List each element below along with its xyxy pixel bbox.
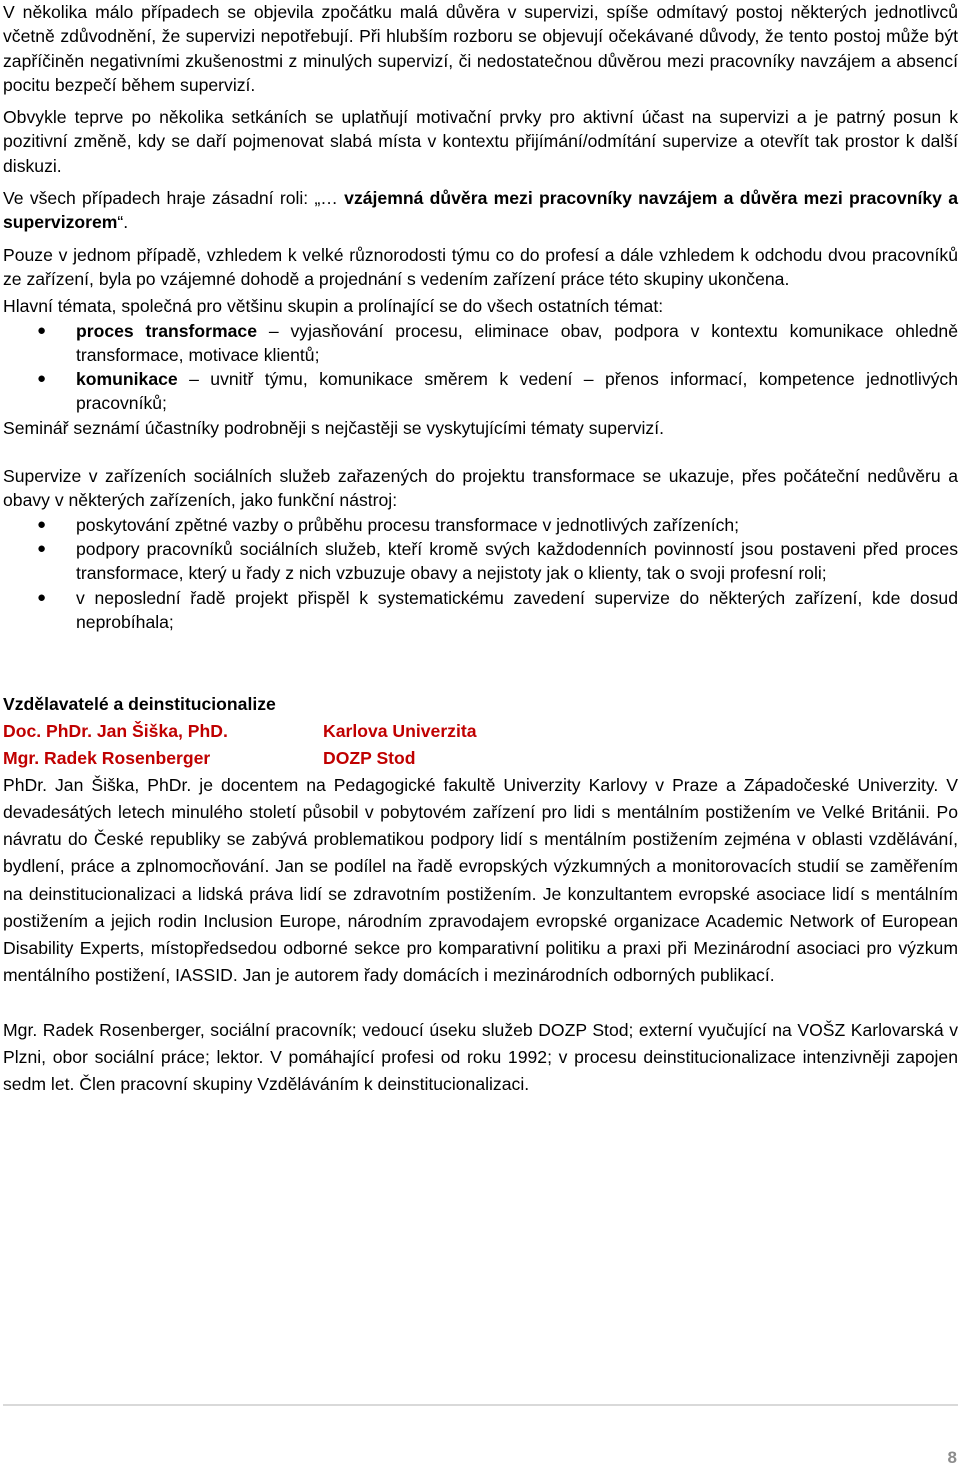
list-item bbox=[3, 537, 958, 586]
author-row bbox=[3, 718, 958, 745]
bullet-icon: ● bbox=[37, 539, 47, 557]
section-title: Vzdělavatelé a deinstitucionalize bbox=[3, 694, 276, 715]
list-item-text: poskytování zpětné vazby o průběhu procesu transformace v jednotlivých zařízeních; bbox=[76, 514, 740, 535]
key-role-prefix: Ve všech případech hraje zásadní roli: „… bbox=[3, 188, 338, 209]
list-item-text: podpory pracovníků sociálních služeb, kteří kromě svých každodenních povinností jsou postaveni před proces transformace, který u řady z nich vzbuzuje obavy a nejistoty jak o klienty, tak o svoji profesní roli; bbox=[76, 538, 958, 584]
list-item bbox=[3, 319, 958, 368]
author-name: Doc. PhDr. Jan Šiška, PhD. bbox=[3, 721, 228, 742]
author-org: DOZP Stod bbox=[323, 748, 416, 769]
paragraph-group-ended: Pouze v jednom případě, vzhledem k velké různorodosti týmu co do profesí a dále vzhledem k odchodu dvou pracovníků ze zařízení, byla po vzájemné dohodě a projednání s vedením zařízení práce této skupiny ukončena. bbox=[3, 244, 958, 289]
list-item-text: – uvnitř týmu, komunikace směrem k vedení – přenos informací, kompetence jednotlivých pracovníků; bbox=[76, 369, 958, 414]
bio-siska: PhDr. Jan Šiška, PhDr. je docentem na Pedagogické fakultě Univerzity Karlovy v Praze a Západočeské Univerzity. V devadesátých letech minulého století působil v pobytovém zařízení pro lidi s mentálním postižením ve Velké Británii. Po návratu do České republiky se zabývá problematikou podpory lidí s mentálním postižením zejména v oblasti vzdělávání, bydlení, práce a zplnomocňování. Jan se podílel na řadě evropských výzkumných a monitorovacích studií se zaměřením na deinstitucionalizaci a lidská práva lidí se zdravotním postižením. Je konzultantem evropské asociace lidí s mentálním postižením a jejich rodin Inclusion Europe, národním zpravodajem evropské organizace Academic Network of European Disability Experts, místopředsedou odborné sekce pro komparativní politiku a praxi při Mezinárodní asociaci pro výzkum mentálního postižení, IASSID. Jan je autorem řady domácích i mezinárodních odborných publikací. bbox=[3, 775, 958, 985]
list-item bbox=[3, 586, 958, 635]
bullet-icon: ● bbox=[37, 370, 47, 388]
themes-list bbox=[3, 319, 958, 416]
list-item-text: – vyjasňování procesu, eliminace obav, podpora v kontextu komunikace ohledně transformace, motivace klientů; bbox=[76, 320, 958, 365]
paragraph-main-themes: Hlavní témata, společná pro většinu skupin a prolínající se do všech ostatních témat: bbox=[3, 296, 664, 317]
key-role-quote: vzájemná důvěra mezi pracovníky navzájem a důvěra mezi pracovníky a supervizorem bbox=[3, 188, 958, 233]
list-item-term: proces transformace bbox=[76, 320, 258, 341]
paragraph-motivation: Obvykle teprve po několika setkáních se uplatňují motivační prvky pro aktivní účast na supervizi a je patrný posun k pozitivní změně, kdy se daří pojmenovat slabá místa v kontextu přijímání/odmítání supervize a otevřít tak prostor k další diskuzi. bbox=[3, 107, 958, 176]
list-item-text: v neposlední řadě projekt přispěl k systematickému zavedení supervize do některých zařízení, kde dosud neprobíhala; bbox=[76, 587, 958, 632]
footer-rule bbox=[3, 1404, 958, 1406]
paragraph-key-role bbox=[3, 186, 958, 235]
bullet-icon: ● bbox=[37, 515, 47, 533]
author-org: Karlova Univerzita bbox=[323, 721, 477, 742]
bullet-icon: ● bbox=[37, 588, 47, 606]
paragraph-supervision-trust: V několika málo případech se objevila zpočátku malá důvěra v supervizi, spíše odmítavý postoj některých jednotlivců včetně zdůvodnění, že supervizi nepotřebují. Při hlubším rozboru se objevují očekávané důvody, že tento postoj může být zapříčiněn negativními zkušenostmi z minulých supervizí, či nedostatečnou důvěrou mezi pracovníky navzájem a absencí pocitu bezpečí během supervizí. bbox=[3, 2, 958, 95]
list-item-term: komunikace bbox=[76, 369, 178, 390]
paragraph-supervision-tool: Supervize v zařízeních sociálních služeb zařazených do projektu transformace se ukazuje, přes počáteční nedůvěru a obavy v některých zařízeních, jako funkční nástroj: bbox=[3, 466, 958, 511]
page-number: 8 bbox=[947, 1448, 957, 1467]
list-item bbox=[3, 513, 958, 537]
list-item bbox=[3, 367, 958, 416]
bio-rosenberger: Mgr. Radek Rosenberger, sociální pracovník; vedoucí úseku služeb DOZP Stod; externí vyučující na VOŠZ Karlovarská v Plzni, obor sociální práce; lektor. V pomáhající profesi od roku 1992; v procesu deinstitucionalizace intenzivněji zapojen sedm let. Člen pracovní skupiny Vzděláváním k deinstitucionalizaci. bbox=[3, 1019, 958, 1095]
bullet-icon: ● bbox=[37, 321, 47, 339]
key-role-suffix: “. bbox=[117, 212, 129, 233]
document-page bbox=[3, 0, 958, 1098]
author-name: Mgr. Radek Rosenberger bbox=[3, 748, 211, 769]
tool-list bbox=[3, 513, 958, 634]
paragraph-seminar: Seminář seznámí účastníky podrobněji s nejčastěji se vyskytujícími tématy supervizí. bbox=[3, 417, 665, 438]
author-row bbox=[3, 745, 958, 772]
